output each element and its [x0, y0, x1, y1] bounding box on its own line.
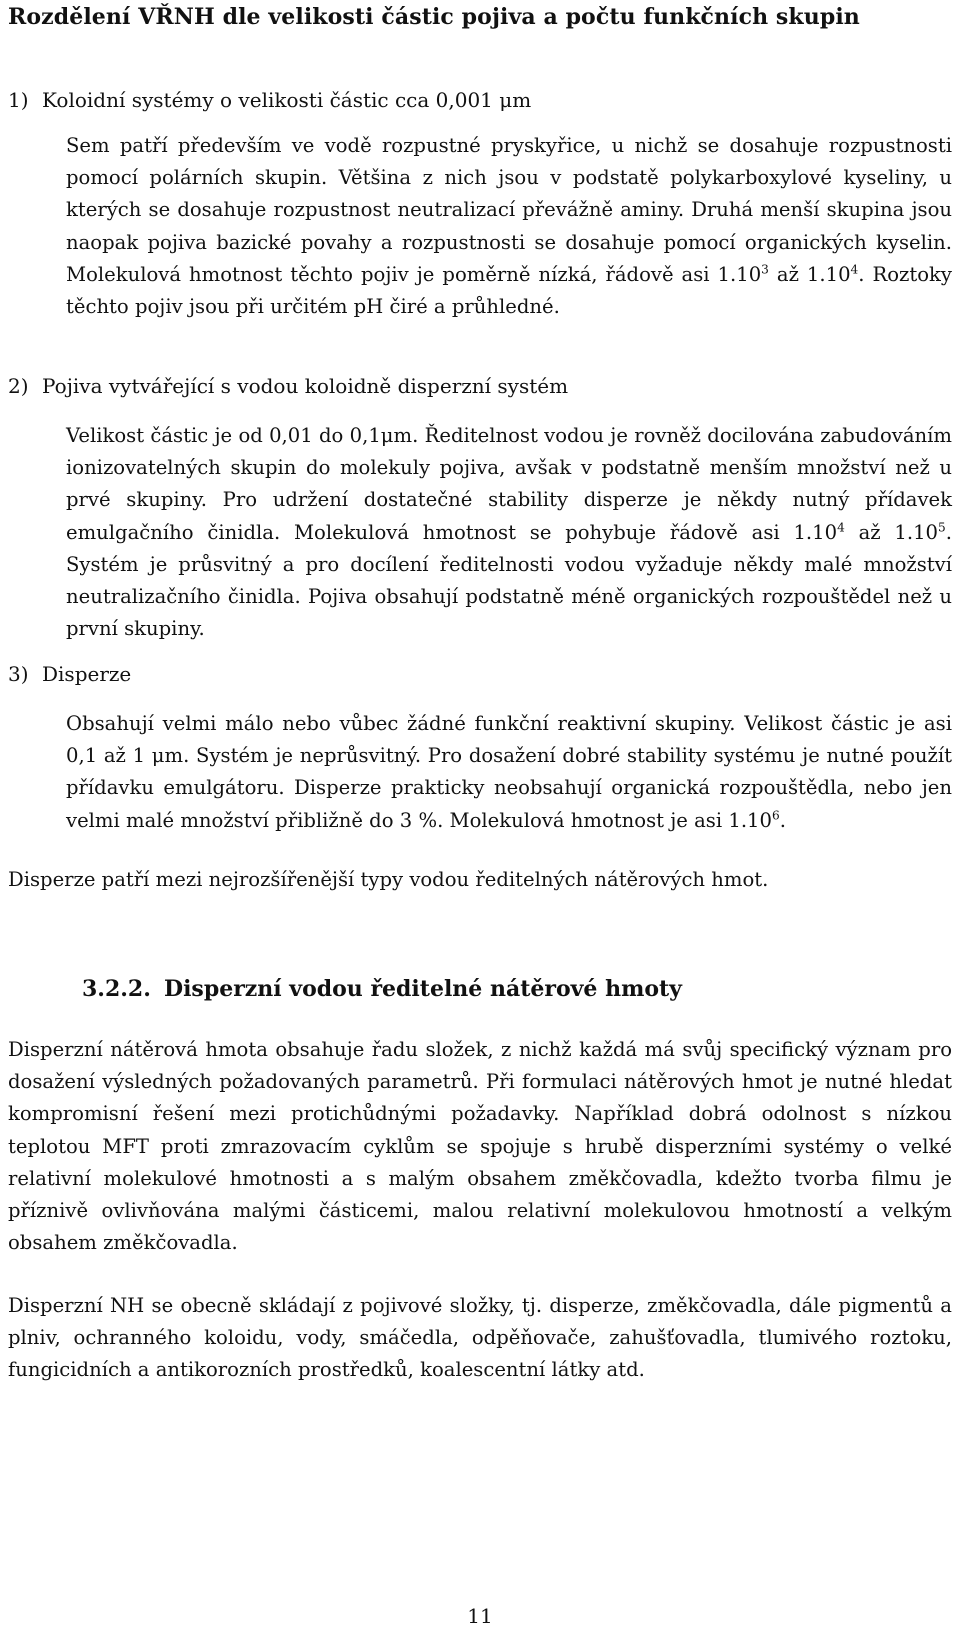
section-3-number: 3): [8, 662, 29, 686]
subsection-heading: [82, 976, 682, 1002]
text-run: .: [779, 808, 786, 832]
section-2-paragraph: [66, 420, 952, 645]
section-1-number: 1): [8, 88, 29, 112]
page-number: 11: [467, 1604, 493, 1628]
page-title: Rozdělení VŘNH dle velikosti částic pojiva a počtu funkčních skupin: [8, 4, 860, 30]
section-1-paragraph: [66, 130, 952, 323]
section-3-heading-text: Disperze: [42, 662, 132, 686]
section-2-number: 2): [8, 374, 29, 398]
section-2-heading: [8, 374, 568, 398]
section-2-heading-text: Pojiva vytvářející s vodou koloidně disperzní systém: [42, 374, 569, 398]
subsection-title: Disperzní vodou ředitelné nátěrové hmoty: [164, 976, 682, 1002]
section-1-heading: [8, 88, 531, 112]
body-paragraph-1: Disperzní nátěrová hmota obsahuje řadu složek, z nichž každá má svůj specifický význam pro dosažení výsledných požadovaných parametrů. Při formulaci nátěrových hmot je nutné hledat kompromisní řešení mezi protichůdnými požadavky. Například dobrá odolnost s nízkou teplotou MFT proti zmrazovacím cyklům se spojuje s hrubě disperzními systémy o velké relativní molekulové hmotnosti a s malým obsahem změkčovadla, kdežto tvorba filmu je příznivě ovlivňována malými částicemi, malou relativní molekulovou hmotností a velkým obsahem změkčovadla.: [8, 1038, 952, 1255]
superscript: 5: [938, 520, 946, 535]
section-1-heading-text: Koloidní systémy o velikosti částic cca 0,001 μm: [42, 88, 532, 112]
text-run: Velikost částic je od 0,01 do 0,1μm. Ředitelnost vodou je rovněž docilována zabudováním ionizovatelných skupin do molekuly pojiva, avšak v podstatně menším množství než u prvé skupiny. Pro udržení dostatečné stability disperze je někdy nutný přídavek emulgačního činidla. Molekulová hmotnost se pohybuje řádově asi 1.10: [66, 424, 952, 544]
superscript: 4: [850, 262, 859, 277]
superscript: 4: [837, 520, 845, 535]
text-run: až 1.10: [844, 520, 939, 544]
summary-sentence: Disperze patří mezi nejrozšířenější typy vodou ředitelných nátěrových hmot.: [8, 868, 769, 891]
superscript: 6: [771, 808, 780, 823]
text-run: až 1.10: [768, 262, 851, 286]
text-run: . Roztoky těchto pojiv jsou při určitém pH čiré a průhledné.: [66, 262, 952, 319]
superscript: 3: [761, 262, 769, 277]
section-3-heading: [8, 662, 131, 686]
text-run: Sem patří především ve vodě rozpustné pryskyřice, u nichž se dosahuje rozpustnosti pomocí polárních skupin. Většina z nich jsou v podstatě polykarboxylové kyseliny, u kterých se dosahuje rozpustnost neutralizací převážně aminy. Druhá menší skupina jsou naopak pojiva bazické povahy a rozpustnosti se dosahuje pomocí organických kyselin. Molekulová hmotnost těchto pojiv je poměrně nízká, řádově asi 1.10: [66, 134, 952, 286]
subsection-number: 3.2.2.: [82, 976, 151, 1002]
text-run: . Systém je průsvitný a pro docílení ředitelnosti vodou vyžaduje někdy malé množství neutralizačního činidla. Pojiva obsahují podstatně méně organických rozpouštědel než u první skupiny.: [66, 520, 952, 641]
section-3-paragraph: [66, 708, 952, 837]
body-paragraph-2: Disperzní NH se obecně skládají z pojivové složky, tj. disperze, změkčovadla, dále pigmentů a plniv, ochranného koloidu, vody, smáčedla, odpěňovače, zahušťovadla, tlumivého roztoku, fungicidních a antikorozních prostředků, koalescentní látky atd.: [8, 1294, 952, 1382]
text-run: Obsahují velmi málo nebo vůbec žádné funkční reaktivní skupiny. Velikost částic je asi 0,1 až 1 μm. Systém je neprůsvitný. Pro dosažení dobré stability systému je nutné použít přídavku emulgátoru. Disperze prakticky neobsahují organická rozpouštědla, nebo jen velmi malé množství přibližně do 3 %. Molekulová hmotnost je asi 1.10: [66, 712, 952, 832]
